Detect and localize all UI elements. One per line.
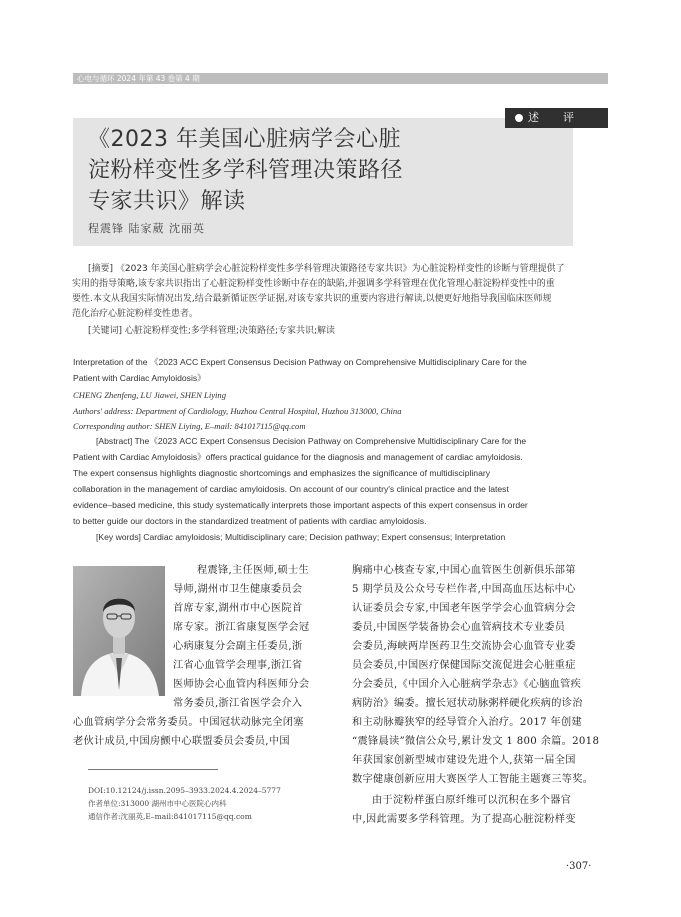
bio-line: 分会委员,《中国介入心脏病学杂志》《心脑血管疾 [352, 679, 582, 690]
abstract-cn-line: [摘要] 《2023 年美国心脏病学会心脏淀粉样变性多学科管理决策路径专家共识》为心脏淀粉样变性的诊断与管理提供了 [88, 264, 565, 274]
running-header-text: 心电与循环 2024 年第 43 卷第 4 期 [77, 74, 200, 83]
english-abstract-line: Patient with Cardiac Amyloidosis》offers practical guidance for the diagnosis and management of cardiac amyloidosis. [73, 452, 523, 462]
bio-line: 会委员,海峡两岸医药卫生交流协会心血管专业委 [352, 641, 576, 652]
english-title-line: Patient with Cardiac Amyloidosis》 [73, 373, 206, 383]
english-abstract-line: The expert consensus highlights diagnostic shortcomings and emphasizes the significance of multidisciplinary [73, 468, 491, 478]
bullet-icon [515, 114, 523, 122]
section-tag [505, 108, 608, 128]
bio-line: 程震锋,主任医师,硕士生 [197, 565, 309, 576]
page-title-line-2: 淀粉样变性多学科管理决策路径 [88, 158, 404, 183]
bio-line: 员会委员,中国医疗保健国际交流促进会心脏重症 [352, 660, 576, 671]
running-header-bar [73, 73, 608, 84]
english-title-line: Interpretation of the 《2023 ACC Expert Consensus Decision Pathway on Comprehensive Multidisciplinary Care for the [73, 357, 527, 367]
bio-line: 首席专家,湖州市中心医院首 [173, 603, 303, 614]
abstract-cn-line: 要性.本文从我国实际情况出发,结合最新循证医学证据,对该专家共识的重要内容进行解读,以便更好地指导我国临床医师规 [72, 294, 552, 304]
bio-line: 委员,中国医学装备协会心血管病技术专业委员 [352, 622, 566, 633]
bio-line: 老伙计成员,中国房颤中心联盟委员会委员,中国 [73, 736, 290, 747]
english-corresponding: Corresponding author: SHEN Liying, E–mail: 841017115@qq.com [73, 421, 306, 431]
bio-line: 和主动脉瓣狭窄的经导管介入治疗。2017 年创建 [352, 717, 582, 728]
author-photo [73, 566, 165, 696]
bio-line: 数字健康创新应用大赛医学人工智能主题赛三等奖。 [352, 774, 594, 785]
page-title-line-1: 《2023 年美国心脏病学会心脏 [88, 127, 401, 152]
section-tag-part1: 述 [528, 111, 539, 124]
body-line: 中,因此需要多学科管理。为了提高心脏淀粉样变 [352, 814, 576, 825]
english-authors: CHENG Zhenfeng, LU Jiawei, SHEN Liying [73, 390, 227, 400]
bio-line: 导师,湖州市卫生健康委员会 [173, 584, 303, 595]
footnote-correspondence: 通信作者:沈丽英,E–mail:841017115@qq.com [88, 812, 252, 821]
footnote [88, 784, 338, 823]
bio-line: 年获国家创新型城市建设先进个人,获第一届全国 [352, 755, 576, 766]
english-address: Authors' address: Department of Cardiology, Huzhou Central Hospital, Huzhou 313000, China [73, 406, 402, 416]
footnote-doi: DOI:10.12124/j.issn.2095–3933.2024.4.2024–5777 [88, 786, 281, 795]
bio-line: 认证委员会专家,中国老年医学学会心血管病分会 [352, 603, 576, 614]
authors-cn: 程震锋 陆家葳 沈丽英 [88, 222, 205, 235]
portrait-illustration [73, 566, 165, 696]
english-abstract-line: [Abstract] The《2023 ACC Expert Consensus Decision Pathway on Comprehensive Multidisciplinary Care for the [96, 436, 527, 446]
english-abstract-line: evidence–based medicine, this study systematically interprets those important aspects of this expert consensus in order [73, 500, 528, 510]
body-line: 由于淀粉样蛋白原纤维可以沉积在多个器官 [372, 795, 572, 806]
keywords-cn: [关键词] 心脏淀粉样变性;多学科管理;决策路径;专家共识;解读 [88, 326, 336, 336]
abstract-cn-line: 实用的指导策略,该专家共识指出了心脏淀粉样变性诊断中存在的缺陷,并强调多学科管理在优化管理心脏淀粉样变性中的重 [72, 279, 555, 289]
bio-line: 江省心血管学会理事,浙江省 [173, 660, 303, 671]
page-number: ·307· [566, 861, 592, 872]
abstract-cn-line: 范化治疗心脏淀粉样变性患者。 [72, 309, 199, 319]
bio-line: 医师协会心血管内科医师分会 [173, 679, 310, 690]
bio-line: 心病康复分会副主任委员,浙 [173, 641, 303, 652]
bio-line: 病防治》编委。擅长冠状动脉粥样硬化疾病的诊治 [352, 698, 583, 709]
bio-line: “震锋晨读”微信公众号,累计发文 1 800 余篇。2018 [352, 736, 600, 747]
english-keywords: [Key words] Cardiac amyloidosis; Multidisciplinary care; Decision pathway; Expert consensus; Interpretation [96, 532, 506, 542]
english-abstract-line: collaboration in the management of cardiac amyloidosis. On account of our country's clinical practice and the latest [73, 484, 509, 494]
bio-line: 胸痛中心核查专家,中国心血管医生创新俱乐部第 [352, 565, 576, 576]
english-abstract-line: to better guide our doctors in the standardized treatment of patients with cardiac amyloidosis. [73, 516, 427, 526]
bio-line: 常务委员,浙江省医学会介入 [173, 698, 303, 709]
bio-line: 席专家。浙江省康复医学会冠 [173, 622, 310, 633]
footnote-rule [88, 769, 218, 770]
bio-line: 5 期学员及公众号专栏作者,中国高血压达标中心 [352, 584, 576, 595]
section-tag-part2: 评 [563, 111, 574, 124]
page-title-line-3: 专家共识》解读 [88, 189, 246, 214]
bio-line: 心血管病学分会常务委员。中国冠状动脉完全闭塞 [73, 717, 304, 728]
footnote-affiliation: 作者单位:313000 湖州市中心医院心内科 [88, 799, 227, 808]
